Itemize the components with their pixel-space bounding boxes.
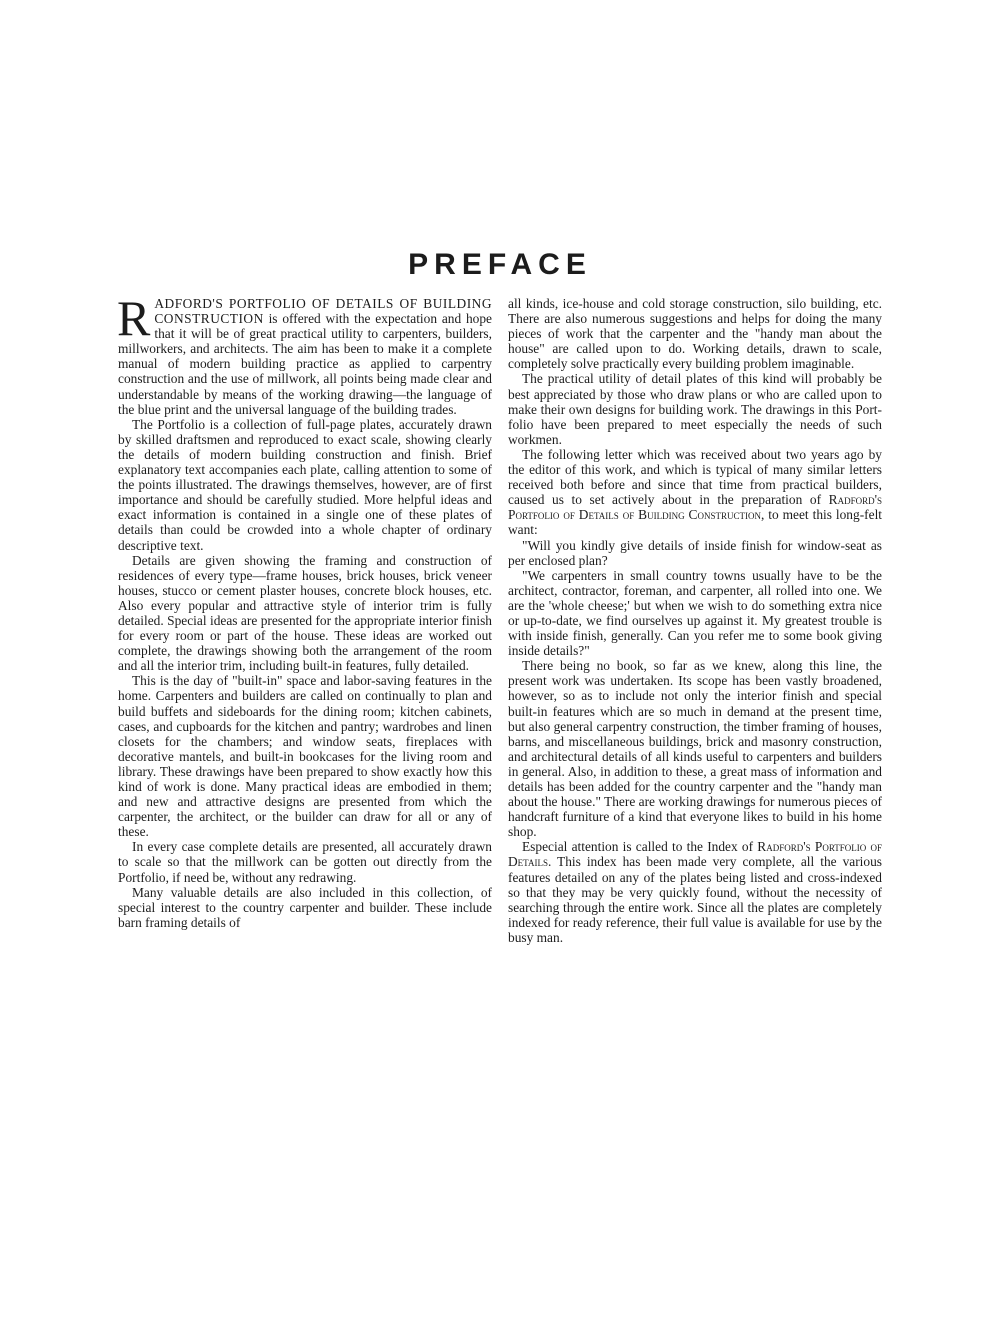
paragraph: In every case complete details are presented, all accurately drawn to scale so that the millwork can be gotten out directly from the Portfolio, if need be, without any redrawing.: [118, 839, 492, 885]
paragraph-text: is offered with the expectation and hope that it will be of great practical utility to carpenters, builders, millworkers, and architects. The aim has been to make it a complete manual of modern building practice as applied to carpentry construction and the use of millwork, all points being made clear and understandable by means of the working drawing—the language of the blue print and the universal language of the building trades.: [118, 311, 492, 417]
paragraph: [117, 290, 492, 417]
paragraph: [508, 839, 882, 945]
left-column: [117, 290, 492, 930]
paragraph: The Portfolio is a collection of full-page plates, accurately drawn by skilled draftsmen and reproduced to exact scale, showing clearly the details of modern building construction and finish. Brief explanatory text accompanies each plate, calling attention to some of the points illustrated. The drawings themselves, however, are of first importance and should be carefully studied. More helpful ideas and exact information is contained in a single one of these plates of details than could be crowded into a whole chapter of ordinary descriptive text.: [118, 416, 492, 553]
paragraph-text: . This index has been made very complete, all the various features detailed on any of the plates being listed and cross-indexed so that they may be very quickly found, without the necessity of searching through the entire work. Since all the plates are completely indexed for ready reference, their full value is available for use by the busy man.: [508, 854, 882, 945]
small-caps-title: Radford's Portfolio of Details of Building Construction: [508, 492, 882, 523]
page-title: PREFACE: [408, 248, 592, 281]
paragraph: Details are given showing the framing and construction of residences of every type—frame houses, brick houses, brick veneer houses, stucco or cement plaster houses, concrete block houses, etc. Also every popular and attractive style of interior trim is fully detailed. Special ideas are presented for the appropriate interior finish for every room or part of the house. These ideas are worked out complete, the drawings showing both the arrangement of the room and all the interior trim, including built-in features, fully detailed.: [118, 552, 492, 674]
paragraph: This is the day of "built-in" space and labor-saving features in the home. Carpenters and builders are called on continually to plan and build buffets and sideboards for the dining room; kitchen cabinets, cases, and cupboards for the kitchen and pantry; wardrobes and linen closets for the chambers; and window seats, fireplaces with decorative mantels, and built-in bookcases for the living room and library. These drawings have been prepared to show exactly how this kind of work is done. Many practical ideas are embodied in them; and new and attractive designs are presented from which the carpenter, the architect, or the builder can draw for all or any of these.: [118, 673, 492, 840]
paragraph: The practical utility of detail plates of this kind will probably be best appreciated by those who draw plans or who are called upon to make their own designs for building work. The drawings in this Portfolio have been prepared to meet especially the needs of such workmen.: [508, 371, 882, 447]
paragraph-text: The following letter which was received about two years ago by the editor of this work, and which is typical of many similar letters received both before and since that time from practical builders, caused us to set actively about in the preparation of: [508, 446, 882, 508]
paragraph: Many valuable details are also included in this collection, of special interest to the country carpenter and builder. These include barn framing details of: [118, 884, 492, 930]
paragraph: "Will you kindly give details of inside finish for window-seat as per enclosed plan?: [508, 537, 882, 568]
paragraph: There being no book, so far as we knew, along this line, the present work was undertaken. Its scope has been vastly broadened, however, so as to include not only the interior finish and special built-in features which are so much in demand at the present time, but also general carpentry construction, the timber framing of houses, barns, and miscellaneous buildings, brick and masonry construction, and architectural details of all kinds useful to carpenters and builders in general. Also, in addition to these, a great mass of information and details has been added for the country carpenter and the "handy man about the house." There are working drawings for numerous pieces of handcraft furniture of a kind that everyone likes to build in his home shop.: [508, 658, 882, 840]
right-column: [508, 296, 882, 945]
drop-cap: R: [117, 290, 151, 346]
paragraph-text: Especial attention is called to the Index of: [522, 839, 758, 855]
small-caps-title: Radford's Portfolio of Details: [508, 839, 883, 870]
paragraph-text: , to meet this long-felt want:: [508, 507, 883, 538]
paragraph: "We carpenters in small country towns usually have to be the architect, contractor, foreman, and carpenter, all rolled into one. We are the 'whole cheese;' but when we wish to do something extra nice or up-to-date, we find ourselves up against it. My greatest trouble is with inside finish, generally. Can you refer me to some book giving inside details?": [508, 567, 882, 659]
opening-caps: ADFORD'S PORTFOLIO OF DETAILS OF BUILDING CONSTRUCTION: [154, 296, 492, 327]
paragraph: [508, 447, 882, 538]
paragraph: all kinds, ice-house and cold storage construction, silo building, etc. There are also numerous suggestions and helps for doing the many pieces of work that the carpenter and the "handy man about the house" are called upon to do. Working details, drawn to scale, completely solve practically every building problem imaginable.: [508, 296, 882, 372]
